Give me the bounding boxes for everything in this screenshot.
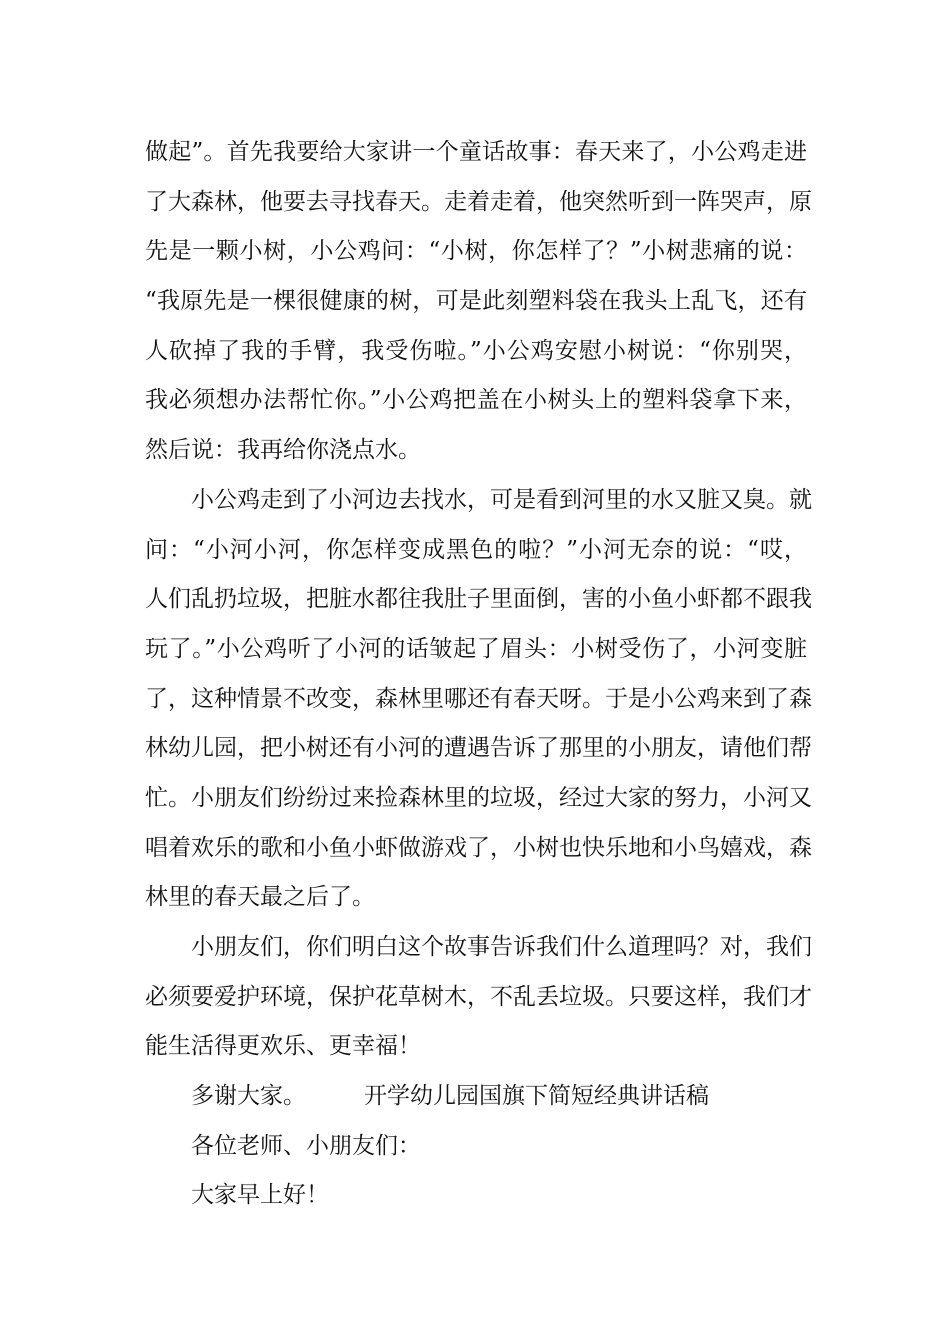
paragraph-line: 做起”。首先我要给大家讲一个童话故事：春天来了，小公鸡走进 bbox=[145, 139, 807, 165]
thanks-text: 多谢大家。 bbox=[191, 1083, 306, 1110]
paragraph-line: 必须要爱护环境，保护花草树木，不乱丢垃圾。只要这样，我们才 bbox=[145, 983, 812, 1010]
paragraph-line: 我必须想办法帮忙你。”小公鸡把盖在小树头上的塑料袋拿下来， bbox=[145, 387, 807, 414]
paragraph-line: 先是一颗小树，小公鸡问：“小树，你怎样了？”小树悲痛的说： bbox=[145, 238, 807, 265]
paragraph-line: 人们乱扔垃圾，把脏水都往我肚子里面倒，害的小鱼小虾都不跟我 bbox=[145, 586, 812, 613]
paragraph-line: 小朋友们，你们明白这个故事告诉我们什么道理吗？对，我们 bbox=[191, 934, 812, 960]
paragraph-line: 了大森林，他要去寻找春天。走着走着，他突然听到一阵哭声，原 bbox=[145, 188, 812, 215]
next-speech-title: 开学幼儿园国旗下简短经典讲话稿 bbox=[364, 1083, 709, 1110]
thanks-line bbox=[145, 1072, 807, 1122]
paragraph-line: 林里的春天最之后了。 bbox=[145, 884, 375, 911]
document-body bbox=[145, 128, 812, 1221]
paragraph-line: 然后说：我再给你浇点水。 bbox=[145, 437, 421, 464]
paragraph-line: 唱着欢乐的歌和小鱼小虾做游戏了，小树也快乐地和小鸟嬉戏，森 bbox=[145, 834, 812, 861]
paragraph-line: 玩了。”小公鸡听了小河的话皱起了眉头：小树受伤了，小河变脏 bbox=[145, 635, 807, 662]
paragraph-line: 能生活得更欢乐、更幸福！ bbox=[145, 1033, 421, 1060]
paragraph-line: 忙。小朋友们纷纷过来捡森林里的垃圾，经过大家的努力，小河又 bbox=[145, 784, 812, 811]
greeting-line: 各位老师、小朋友们： bbox=[191, 1132, 421, 1159]
paragraph-line: 小公鸡走到了小河边去找水，可是看到河里的水又脏又臭。就 bbox=[191, 486, 812, 513]
paragraph-line: 了，这种情景不改变，森林里哪还有春天呀。于是小公鸡来到了森 bbox=[145, 685, 812, 712]
paragraph-line: “我原先是一棵很健康的树，可是此刻塑料袋在我头上乱飞，还有 bbox=[145, 288, 807, 315]
morning-line: 大家早上好！ bbox=[191, 1182, 329, 1209]
paragraph-line: 问：“小河小河，你怎样变成黑色的啦？”小河无奈的说：“哎， bbox=[145, 536, 807, 563]
paragraph-line: 林幼儿园，把小树还有小河的遭遇告诉了那里的小朋友，请他们帮 bbox=[145, 735, 812, 762]
paragraph-line: 人砍掉了我的手臂，我受伤啦。”小公鸡安慰小树说：“你别哭， bbox=[145, 337, 807, 364]
